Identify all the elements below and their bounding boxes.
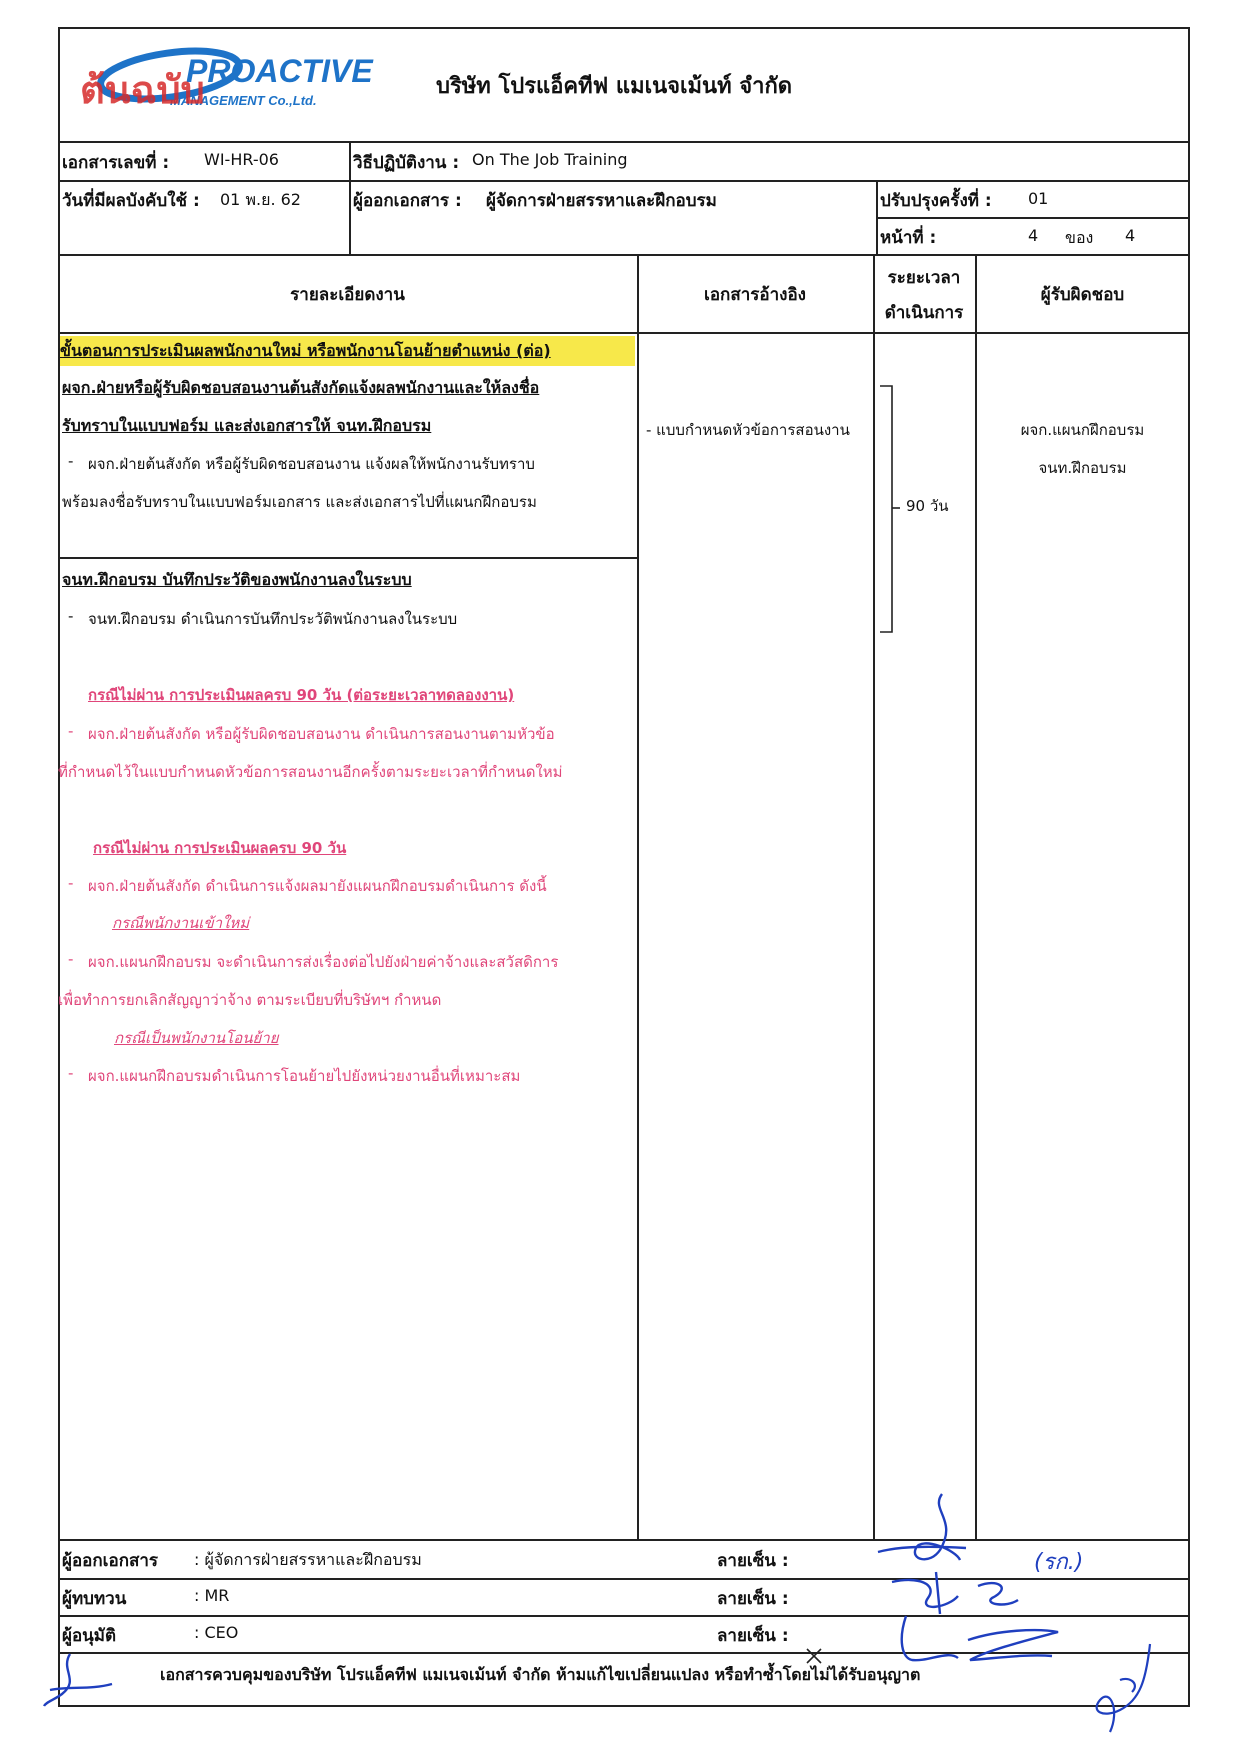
effective-date-value: 01 พ.ย. 62 (220, 190, 301, 209)
case2-bullet: - (68, 874, 74, 892)
footer-approver-signature-label: ลายเซ็น : (717, 1626, 789, 1646)
issuer-signature-note: (รก.) (1034, 1550, 1084, 1575)
page-total: 4 (1125, 226, 1136, 245)
duration-bracket-icon (878, 384, 908, 634)
column-header-duration-l2: ดำเนินการ (884, 303, 964, 323)
case2-item: ผจก.ฝ่ายต้นสังกัด ดำเนินการแจ้งผลมายังแผนกฝึกอบรมดำเนินการ ดังนี้ (88, 877, 547, 895)
margin-initial-right-icon (1080, 1640, 1160, 1740)
logo-subtitle: MANAGEMENT Co.,Ltd. (170, 93, 317, 108)
document-frame (58, 27, 1190, 1707)
issuer-signature-icon (870, 1490, 980, 1580)
column-header-responsible: ผู้รับผิดชอบ (1040, 285, 1125, 305)
revision-value: 01 (1028, 189, 1049, 208)
case2-title: กรณีไม่ผ่าน การประเมินผลครบ 90 วัน (93, 839, 347, 857)
page-of-label: ของ (1065, 228, 1094, 247)
case1-item-line1: ผจก.ฝ่ายต้นสังกัด หรือผู้รับผิดชอบสอนงาน ดำเนินการสอนงานตามหัวข้อ (88, 725, 555, 743)
step2-bullet: - (68, 607, 74, 625)
section-title: ขั้นตอนการประเมินผลพนักงานใหม่ หรือพนักงานโอนย้ายตำแหน่ง (ต่อ) (60, 336, 635, 366)
column-header-duration-l1: ระยะเวลา (887, 268, 961, 288)
responsible-line1: ผจก.แผนกฝึกอบรม (1020, 421, 1145, 439)
step2-title: จนท.ฝึกอบรม บันทึกประวัติของพนักงานลงในระบบ (62, 570, 412, 589)
step1-item-line2: พร้อมลงชื่อรับทราบในแบบฟอร์มเอกสาร และส่งเอกสารไปที่แผนกฝึกอบรม (62, 493, 537, 511)
procedure-value: On The Job Training (472, 150, 628, 169)
control-notice: เอกสารควบคุมของบริษัท โปรแอ็คทีฟ แมเนจเม้นท์ จำกัด ห้ามแก้ไขเปลี่ยนแปลง หรือทำซ้ำโดยไม่ได้รับอนุญาต (160, 1665, 921, 1684)
column-header-detail: รายละเอียดงาน (290, 285, 405, 305)
revision-label: ปรับปรุงครั้งที่ : (880, 191, 992, 211)
company-name: บริษัท โปรแอ็คทีฟ แมเนจเม้นท์ จำกัด (436, 74, 793, 99)
duration-value: 90 วัน (906, 497, 949, 515)
step2-item: จนท.ฝึกอบรม ดำเนินการบันทึกประวัติพนักงานลงในระบบ (88, 610, 458, 628)
footer-issuer-label: ผู้ออกเอกสาร (62, 1551, 159, 1571)
procedure-label: วิธีปฏิบัติงาน : (353, 153, 460, 173)
logo-brand: PROACTIVE (186, 53, 373, 89)
case1-bullet: - (68, 722, 74, 740)
approver-x-mark-icon (804, 1646, 824, 1666)
case2-sub1-item-line1: ผจก.แผนกฝึกอบรม จะดำเนินการส่งเรื่องต่อไปยังฝ่ายค่าจ้างและสวัสดิการ (88, 953, 559, 971)
responsible-line2: จนท.ฝึกอบรม (1038, 459, 1127, 477)
margin-initial-left-icon (40, 1650, 120, 1710)
case2-sub2-bullet: - (68, 1064, 74, 1082)
issuer-label: ผู้ออกเอกสาร : (353, 191, 462, 211)
step1-title-line2: รับทราบในแบบฟอร์ม และส่งเอกสารให้ จนท.ฝึกอบรม (62, 416, 432, 435)
doc-no-label: เอกสารเลขที่ : (62, 153, 170, 173)
footer-reviewer-label: ผู้ทบทวน (62, 1589, 127, 1609)
case2-sub2-item: ผจก.แผนกฝึกอบรมดำเนินการโอนย้ายไปยังหน่วยงานอื่นที่เหมาะสม (88, 1067, 521, 1085)
case1-title: กรณีไม่ผ่าน การประเมินผลครบ 90 วัน (ต่อระยะเวลาทดลองงาน) (88, 686, 515, 704)
issuer-value: ผู้จัดการฝ่ายสรรหาและฝึกอบรม (486, 191, 717, 211)
footer-issuer-value: : ผู้จัดการฝ่ายสรรหาและฝึกอบรม (194, 1550, 422, 1569)
step1-bullet: - (68, 452, 74, 470)
page-label: หน้าที่ : (880, 228, 937, 248)
step1-title-line1: ผจก.ฝ่ายหรือผู้รับผิดชอบสอนงานต้นสังกัดแจ้งผลพนักงานและให้ลงชื่อ (62, 378, 540, 397)
column-header-reference: เอกสารอ้างอิง (704, 285, 806, 305)
footer-reviewer-value: : MR (194, 1586, 230, 1605)
approver-signature-icon (888, 1610, 1068, 1670)
step1-item-line1: ผจก.ฝ่ายต้นสังกัด หรือผู้รับผิดชอบสอนงาน แจ้งผลให้พนักงานรับทราบ (88, 455, 535, 473)
case2-sub1-bullet: - (68, 950, 74, 968)
case2-sub1-title: กรณีพนักงานเข้าใหม่ (112, 914, 250, 932)
reference-item: - แบบกำหนดหัวข้อการสอนงาน (646, 421, 850, 439)
footer-approver-label: ผู้อนุมัติ (62, 1626, 117, 1646)
original-stamp: ต้นฉบับ (80, 68, 205, 112)
doc-no-value: WI-HR-06 (204, 150, 279, 169)
effective-date-label: วันที่มีผลบังคับใช้ : (62, 191, 200, 211)
case2-sub2-title: กรณีเป็นพนักงานโอนย้าย (114, 1029, 279, 1047)
footer-issuer-signature-label: ลายเซ็น : (717, 1551, 789, 1571)
footer-reviewer-signature-label: ลายเซ็น : (717, 1589, 789, 1609)
page-value: 4 (1028, 226, 1039, 245)
company-logo (78, 45, 373, 120)
footer-approver-value: : CEO (194, 1623, 239, 1642)
case2-sub1-item-line2: เพื่อทำการยกเลิกสัญญาว่าจ้าง ตามระเบียบที่บริษัทฯ กำหนด (58, 991, 442, 1009)
case1-item-line2: ที่กำหนดไว้ในแบบกำหนดหัวข้อการสอนงานอีกครั้งตามระยะเวลาที่กำหนดใหม่ (58, 763, 563, 781)
